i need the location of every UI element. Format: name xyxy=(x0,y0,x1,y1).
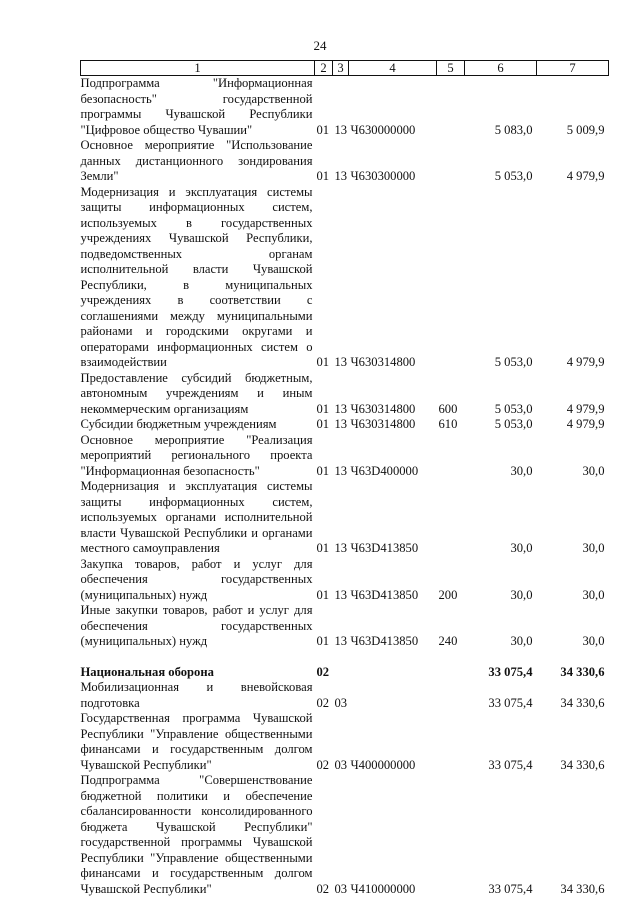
row-amount-year1: 30,0 xyxy=(510,463,533,478)
table-body xyxy=(81,76,609,898)
row-amount-year2: 4 979,9 xyxy=(566,417,605,431)
row-amount-year2: 5 009,9 xyxy=(566,122,605,137)
header-col-6: 6 xyxy=(465,61,537,76)
row-target-article xyxy=(349,665,437,681)
row-amount-year1: 5 053,0 xyxy=(494,417,533,431)
table-row xyxy=(81,603,609,650)
row-target-article: Ч63D413850 xyxy=(350,634,419,648)
row-expense-type: 610 xyxy=(438,417,458,431)
row-expense-type xyxy=(437,479,465,557)
header-col-3: 3 xyxy=(333,61,349,76)
row-expense-type xyxy=(437,711,465,773)
row-amount-year2: 34 330,6 xyxy=(560,664,605,679)
row-section: 01 xyxy=(316,355,330,369)
row-name: Мобилизационная и вневойсковая подготовка xyxy=(80,680,313,710)
row-name: Субсидии бюджетным учреждениям xyxy=(80,417,277,431)
row-subsection: 13 xyxy=(334,634,348,648)
row-name: Иные закупки товаров, работ и услуг для обеспечения государственных (муниципальных) нужд xyxy=(80,603,313,648)
row-amount-year2: 30,0 xyxy=(582,587,605,602)
row-expense-type: 240 xyxy=(438,634,458,648)
row-name: Национальная оборона xyxy=(80,664,214,679)
row-amount-year2: 30,0 xyxy=(582,541,605,555)
row-target-article: Ч630314800 xyxy=(350,401,416,416)
row-amount-year1: 5 083,0 xyxy=(494,122,533,137)
spacer-cell xyxy=(81,650,609,665)
row-section: 02 xyxy=(316,664,330,679)
row-subsection: 03 xyxy=(334,757,348,772)
row-amount-year2: 34 330,6 xyxy=(560,881,605,896)
row-amount-year1: 30,0 xyxy=(510,634,533,648)
row-subsection: 13 xyxy=(334,355,348,369)
row-subsection: 03 xyxy=(334,881,348,896)
row-section: 01 xyxy=(316,587,330,602)
row-target-article: Ч630314800 xyxy=(350,355,416,369)
row-section: 02 xyxy=(316,881,330,896)
header-col-5: 5 xyxy=(437,61,465,76)
row-name: Модернизация и эксплуатация системы защиты информационных систем, используемых органами исполнительной власти Чувашской Республики и органами местного самоуправления xyxy=(80,479,313,555)
row-subsection: 13 xyxy=(334,169,348,183)
row-name: Основное мероприятие "Использование данных дистанционного зондирования Земли" xyxy=(80,138,313,183)
row-section: 01 xyxy=(316,634,330,648)
row-subsection: 13 xyxy=(334,541,348,555)
row-name: Подпрограмма "Информационная безопасность" государственной программы Чувашской Республики "Цифровое общество Чувашии" xyxy=(80,76,313,137)
row-amount-year1: 33 075,4 xyxy=(488,757,533,772)
row-amount-year2: 34 330,6 xyxy=(560,695,605,710)
header-col-7: 7 xyxy=(537,61,609,76)
header-col-2: 2 xyxy=(315,61,333,76)
row-subsection: 13 xyxy=(334,401,348,416)
row-amount-year1: 30,0 xyxy=(510,541,533,555)
row-amount-year2: 4 979,9 xyxy=(566,169,605,183)
table-row xyxy=(81,479,609,557)
table-row xyxy=(81,76,609,139)
header-col-4: 4 xyxy=(349,61,437,76)
table-row xyxy=(81,557,609,604)
row-section: 01 xyxy=(316,541,330,555)
row-section: 02 xyxy=(316,695,330,710)
table-row xyxy=(81,417,609,433)
row-target-article: Ч630300000 xyxy=(350,169,416,183)
row-expense-type xyxy=(437,138,465,185)
table-header xyxy=(81,61,609,76)
table-row xyxy=(81,138,609,185)
row-name: Закупка товаров, работ и услуг для обеспечения государственных (муниципальных) нужд xyxy=(80,556,313,602)
page-number: 24 xyxy=(313,38,327,53)
row-target-article xyxy=(349,680,437,711)
row-expense-type xyxy=(437,76,465,139)
row-expense-type: 200 xyxy=(438,587,458,602)
row-expense-type xyxy=(437,680,465,711)
row-name: Подпрограмма "Совершенствование бюджетной политики и обеспечение сбалансированности консолидированного бюджета Чувашской Республики" государственной программы Чувашской Республики "Управление общественными финансами и государственным долгом Чувашской Республики" xyxy=(80,773,313,896)
row-expense-type xyxy=(437,185,465,371)
row-amount-year1: 33 075,4 xyxy=(488,695,533,710)
row-target-article: Ч63D413850 xyxy=(350,587,419,602)
row-amount-year1: 5 053,0 xyxy=(494,401,533,416)
row-subsection xyxy=(333,665,349,681)
table-row xyxy=(81,371,609,418)
row-amount-year2: 30,0 xyxy=(582,634,605,648)
row-section: 01 xyxy=(316,122,330,137)
row-section: 01 xyxy=(316,417,330,431)
table-row xyxy=(81,711,609,773)
row-amount-year2: 4 979,9 xyxy=(566,401,605,416)
row-target-article: Ч63D413850 xyxy=(350,541,419,555)
row-amount-year1: 33 075,4 xyxy=(488,664,533,679)
row-target-article: Ч400000000 xyxy=(350,757,416,772)
row-amount-year2: 4 979,9 xyxy=(566,355,605,369)
row-amount-year1: 30,0 xyxy=(510,587,533,602)
row-subsection: 13 xyxy=(334,463,348,478)
row-target-article: Ч630000000 xyxy=(350,122,416,137)
row-section: 02 xyxy=(316,757,330,772)
row-amount-year2: 34 330,6 xyxy=(560,757,605,772)
header-col-1: 1 xyxy=(81,61,315,76)
row-subsection: 13 xyxy=(334,587,348,602)
row-section: 01 xyxy=(316,463,330,478)
row-name: Государственная программа Чувашской Республики "Управление общественными финансами и государственным долгом Чувашской Республики" xyxy=(80,711,313,772)
budget-table xyxy=(80,60,609,897)
header-row xyxy=(81,61,609,76)
row-target-article: Ч63D400000 xyxy=(350,463,419,478)
row-target-article: Ч630314800 xyxy=(350,417,416,431)
table-row xyxy=(81,433,609,480)
row-subsection: 13 xyxy=(334,417,348,431)
row-name: Модернизация и эксплуатация системы защиты информационных систем, используемых в государственных учреждениях Чувашской Республики, подведомственных органам исполнительной власти Чувашской Республики, в муниципальных учреждениях в соответствии с соглашениями между муниципальными районами и городскими округами и операторами информационных систем о взаимодействии xyxy=(80,184,313,369)
row-amount-year1: 33 075,4 xyxy=(488,881,533,896)
table-row xyxy=(81,665,609,681)
table-row xyxy=(81,185,609,371)
row-target-article: Ч410000000 xyxy=(350,881,416,896)
row-expense-type: 600 xyxy=(438,401,458,416)
row-section: 01 xyxy=(316,169,330,183)
row-amount-year1: 5 053,0 xyxy=(494,169,533,183)
row-amount-year2: 30,0 xyxy=(582,463,605,478)
row-name: Предоставление субсидий бюджетным, автономным учреждениям и иным некоммерческим организациям xyxy=(80,370,313,416)
row-section: 01 xyxy=(316,401,330,416)
row-amount-year1: 5 053,0 xyxy=(494,355,533,369)
row-expense-type xyxy=(437,773,465,897)
row-expense-type xyxy=(437,433,465,480)
table-row xyxy=(81,773,609,897)
row-expense-type xyxy=(437,665,465,681)
row-name: Основное мероприятие "Реализация мероприятий регионального проекта "Информационная безопасность" xyxy=(80,432,313,478)
row-subsection: 13 xyxy=(334,122,348,137)
table-row xyxy=(81,680,609,711)
row-subsection: 03 xyxy=(334,695,348,710)
spacer-row xyxy=(81,650,609,665)
